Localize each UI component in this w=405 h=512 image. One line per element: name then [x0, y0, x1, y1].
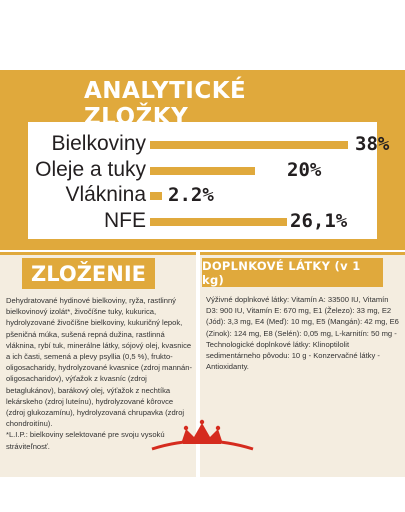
analytical-title: ANALYTICKÉ ZLOŽKY	[84, 78, 247, 130]
composition-title: ZLOŽENIE	[30, 261, 147, 286]
analytical-row-label: Oleje a tuky	[35, 158, 146, 181]
composition-title-box	[22, 258, 155, 289]
analytical-title-box	[84, 78, 321, 130]
composition-note: *L.I.P.: bielkoviny selektované pre svoju vysokú stráviteľnosť.	[6, 430, 165, 451]
analytical-row-label: NFE	[104, 209, 146, 232]
additives-title-box	[202, 258, 383, 287]
analytical-row-value: 2.2%	[168, 184, 214, 206]
additives-title: DOPLNKOVÉ LÁTKY (v 1 kg)	[202, 258, 361, 287]
analytical-row-value: 20%	[287, 159, 322, 181]
analytical-row	[28, 132, 390, 156]
additives-text: Výživné doplnkové látky: Vitamín A: 33500 IU, Vitamín D3: 900 IU, Vitamín E: 670 mg, E1 (Železo): 33 mg, E2 (Jód): 3,3 mg, E4 (Meď): 10 mg, E5 (Mangán): 42 mg, E6 (Zinok): 124 mg, E8 (Selén): 0,05 mg, L-karnitín: 50 mg - Technologické doplnkové látky: Klinoptilolit sedimentárneho pôvodu: 10 g - Konzervačné látky - Antioxidanty.	[206, 295, 399, 372]
analytical-row-bar	[150, 141, 348, 149]
analytical-row	[28, 183, 377, 207]
analytical-row-bar	[150, 218, 287, 226]
top-band	[0, 0, 405, 70]
royal-canin-crown-logo-icon	[150, 419, 255, 453]
composition-text: Dehydratované hydinové bielkoviny, ryža, rastlinný bielkovinový izolát*, živočíšne tuky, kukurica, hydrolyzované živočíšne bielkoviny, kukuričný lepok, pšeničná múka, sušená repná dužina, rastlinná vláknina, rybí tuk, minerálne látky, sójový olej, kvasnice a ich časti, semená a plevy psyllia (0,5 %), frukto-oligosacharidy, hydrolyzované kvasnice (zdroj mannán-oligosacharidov), výťažok z kvasníc (zdroj betaglukánov), barákový olej, výťažok z nechtíka lekárskeho (zdroj luteínu), hydrolyzované kôrovce (zdroj glukozamínu), hydrolyzovaná chrupavka (zdroj chondroitínu).	[6, 296, 192, 429]
analytical-row-label: Vláknina	[65, 183, 146, 206]
analytical-row	[28, 209, 377, 233]
analytical-row-value: 38%	[355, 133, 390, 155]
analytical-row-bar	[150, 192, 162, 200]
analytical-row-bar	[150, 167, 255, 175]
analytical-row-label: Bielkoviny	[51, 132, 146, 155]
analytical-row-value: 26,1%	[290, 210, 348, 232]
analytical-row	[28, 158, 377, 182]
